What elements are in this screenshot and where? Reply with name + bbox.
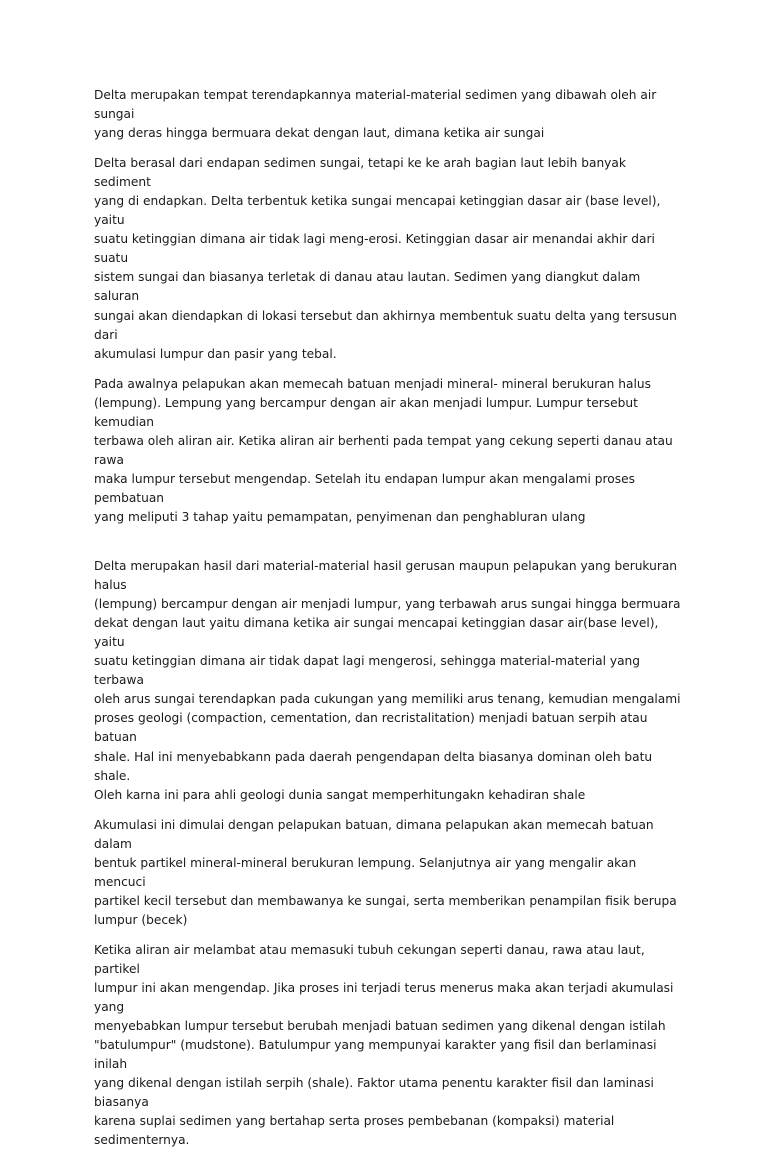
paragraph-2: Delta berasal dari endapan sedimen sungai, tetapi ke ke arah bagian laut lebih banyak sediment yang di endapkan. Delta terbentuk ketika sungai mencapai ketinggian dasar air (base level), yaitu suatu ketinggian dimana air tidak lagi meng-erosi. Ketinggian dasar air menandai akhir dari suatu sistem sungai dan biasanya terletak di danau atau lautan. Sedimen yang diangkut dalam saluran sungai akan diendapkan di lokasi tersebut dan akhirnya membentuk suatu delta yang tersusun dari akumulasi lumpur dan pasir yang tebal. [94,156,677,361]
paragraph-1: Delta merupakan tempat terendapkannya material-material sedimen yang dibawah oleh air sungai yang deras hingga bermuara dekat dengan laut, dimana ketika air sungai [94,88,657,141]
document-body [94,86,684,1161]
paragraph-5: Akumulasi ini dimulai dengan pelapukan batuan, dimana pelapukan akan memecah batuan dalam bentuk partikel mineral-mineral berukuran lempung. Selanjutnya air yang mengalir akan mencuci partikel kecil tersebut dan membawanya ke sungai, serta memberikan penampilan fisik berupa lumpur (becek) [94,817,677,927]
paragraph-4: Delta merupakan hasil dari material-material hasil gerusan maupun pelapukan yang berukuran halus (lempung) bercampur dengan air menjadi lumpur, yang terbawah arus sungai hingga bermuara dekat dengan laut yaitu dimana ketika air sungai mencapai ketinggian dasar air(base level), yaitu suatu ketinggian dimana air tidak dapat lagi mengerosi, sehingga material-material yang terbawa oleh arus sungai terendapkan pada cukungan yang memiliki arus tenang, kemudian mengalami proses geologi (compaction, cementation, dan recristalitation) menjadi batuan serpih atau batuan shale. Hal ini menyebabkann pada daerah pengendapan delta biasanya dominan oleh batu shale. Oleh karna ini para ahli geologi dunia sangat memperhitungakn kehadiran shale [94,559,681,802]
paragraph-6: Ketika aliran air melambat atau memasuki tubuh cekungan seperti danau, rawa atau laut, partikel lumpur ini akan mengendap. Jika proses ini terjadi terus menerus maka akan terjadi akumulasi yang menyebabkan lumpur tersebut berubah menjadi batuan sedimen yang dikenal dengan istilah "batulumpur" (mudstone). Batulumpur yang mempunyai karakter yang fisil dan berlaminasi inilah yang dikenal dengan istilah serpih (shale). Faktor utama penentu karakter fisil dan laminasi biasanya karena suplai sedimen yang bertahap serta proses pembebanan (kompaksi) material sedimenternya. [94,942,674,1148]
paragraph-3: Pada awalnya pelapukan akan memecah batuan menjadi mineral- mineral berukuran halus (lempung). Lempung yang bercampur dengan air akan menjadi lumpur. Lumpur tersebut kemudian terbawa oleh aliran air. Ketika aliran air berhenti pada tempat yang cekung seperti danau atau rawa maka lumpur tersebut mengendap. Setelah itu endapan lumpur akan mengalami proses pembatuan yang meliputi 3 tahap yaitu pemampatan, penyimenan dan penghabluran ulang [94,376,673,524]
